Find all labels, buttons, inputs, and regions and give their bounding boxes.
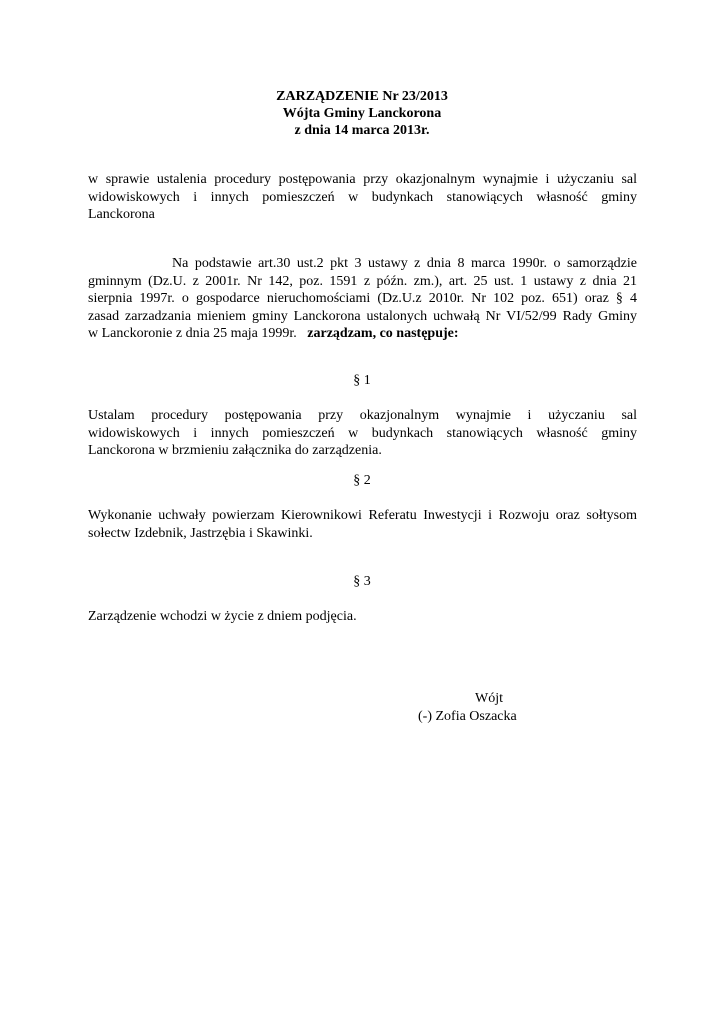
section-1-paragraph	[88, 407, 637, 460]
subject-line: w sprawie ustalenia procedury postępowania przy okazjonalnym wynajmie i użyczaniu sal	[88, 172, 637, 187]
legal-basis-line	[88, 325, 637, 343]
section-2-line: sołectw Izdebnik, Jastrzębia i Skawinki.	[88, 525, 313, 541]
legal-basis-paragraph	[88, 255, 637, 343]
decision-phrase: zarządzam, co następuje:	[307, 326, 459, 341]
document-header	[0, 88, 724, 139]
signature-block	[380, 690, 580, 726]
subject-line: widowiskowych i innych pomieszczeń w budynkach stanowiących własność gminy	[88, 189, 637, 205]
section-mark-1: § 1	[353, 373, 371, 388]
ordinance-date: z dnia 14 marca 2013r.	[294, 123, 430, 138]
legal-basis-line: sierpnia 1997r. o gospodarce nieruchomościami (Dz.U.z 2010r. Nr 102 poz. 651) oraz § 4	[88, 291, 637, 306]
issuer-title: Wójta Gminy Lanckorona	[282, 106, 442, 121]
legal-basis-last-text: w Lanckoronie z dnia 25 maja 1999r.	[88, 326, 308, 341]
section-1-line: widowiskowych i innych pomieszczeń w budynkach stanowiących własność gminy	[88, 425, 637, 441]
section-3-paragraph	[88, 608, 637, 626]
section-1-line: Lanckorona w brzmieniu załącznika do zarządzenia.	[88, 443, 382, 458]
section-mark-3: § 3	[353, 574, 371, 589]
subject-line: Lanckorona	[88, 207, 155, 222]
legal-basis-line: zasad zarzadzania mieniem gminy Lanckorona ustalonych uchwałą Nr VI/52/99 Rady Gminy	[88, 308, 637, 324]
section-2-line: Wykonanie uchwały powierzam Kierownikowi Referatu Inwestycji i Rozwoju oraz sołtysom	[88, 508, 637, 523]
signatory-name: (-) Zofia Oszacka	[418, 709, 517, 724]
legal-basis-line: gminnym (Dz.U. z 2001r. Nr 142, poz. 1591 z późn. zm.), art. 25 ust. 1 ustawy z dnia 21	[88, 273, 637, 289]
section-3-line: Zarządzenie wchodzi w życie z dniem podjęcia.	[88, 609, 357, 624]
ordinance-number: ZARZĄDZENIE Nr 23/2013	[276, 89, 448, 104]
subject-paragraph	[88, 171, 637, 224]
legal-basis-line: Na podstawie art.30 ust.2 pkt 3 ustawy z dnia 8 marca 1990r. o samorządzie	[172, 256, 637, 271]
signatory-role: Wójt	[475, 691, 503, 706]
section-1-line: Ustalam procedury postępowania przy okazjonalnym wynajmie i użyczaniu sal	[88, 408, 637, 423]
section-2-paragraph	[88, 507, 637, 542]
section-mark-2: § 2	[353, 473, 371, 488]
